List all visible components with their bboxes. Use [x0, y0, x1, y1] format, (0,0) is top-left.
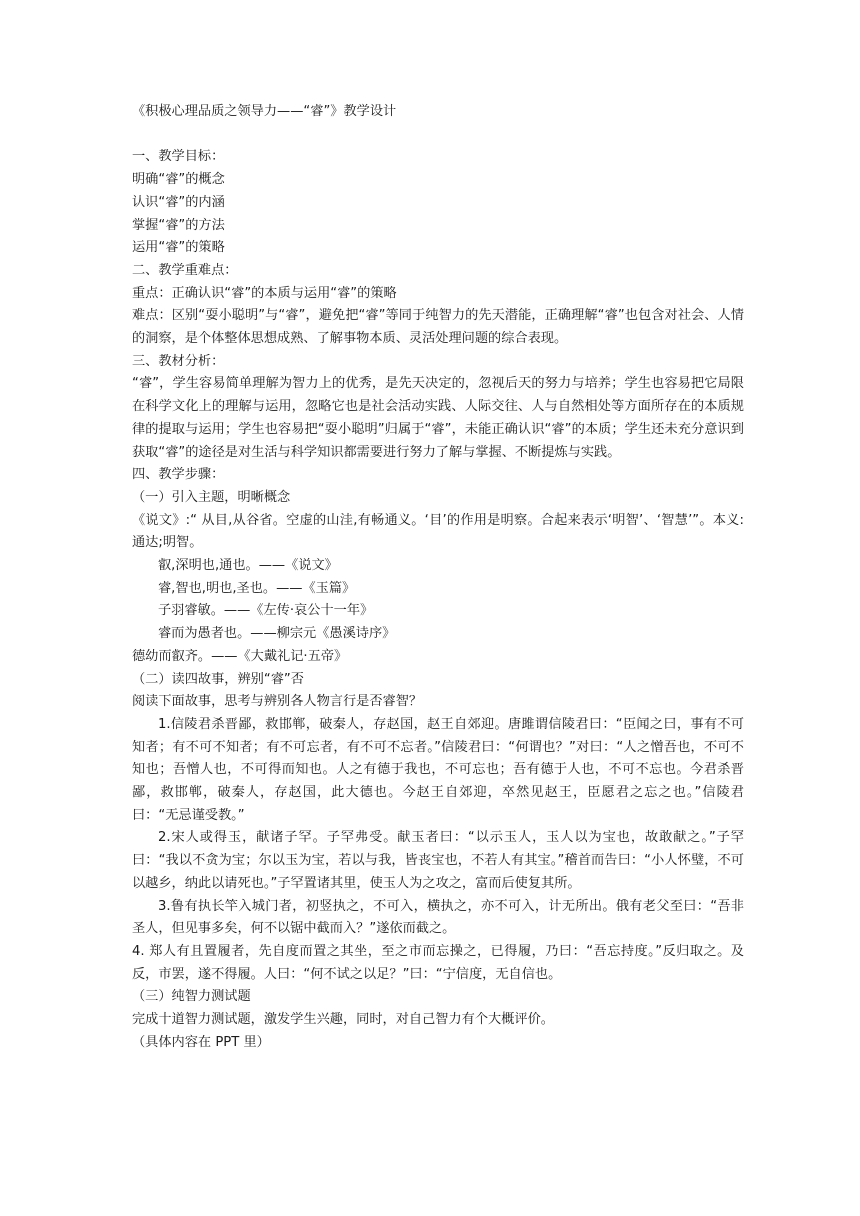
difficult-point-text: 难点：区别“耍小聪明”与“睿”，避免把“睿”等同于纯智力的先天潜能，正确理解“睿”也包含对社会、人情的洞察，是个体整体思想成熟、了解事物本质、灵活处理问题的综合表现。: [132, 308, 744, 347]
blank-line: [132, 124, 744, 147]
analysis-heading: 三、教材分析：: [132, 353, 225, 369]
steps-heading: 四、教学步骤：: [132, 467, 225, 483]
story-paragraph: 4. 郑人有且置履者，先自度而置之其坐，至之市而忘操之，已得履，乃曰：“吾忘持度。”反归取之。及反，市罢，遂不得履。人曰：“何不试之以足？”曰：“宁信度，无自信也。: [132, 944, 744, 982]
objectives-heading: 一、教学目标：: [132, 149, 225, 165]
objective-item: 明确“睿”的概念: [132, 172, 225, 188]
step2-heading: （二）读四故事，辨别“睿”否: [132, 671, 304, 687]
objective-item: 掌握“睿”的方法: [132, 217, 225, 233]
classical-quote: 睿而为愚者也。——柳宗元《愚溪诗序》: [158, 626, 396, 642]
document-title: 《积极心理品质之领导力——“睿”》教学设计: [132, 104, 397, 119]
story-paragraph: 1.信陵君杀晋鄙，救邯郸，破秦人，存赵国，赵王自郊迎。唐雎谓信陵君曰：“臣闻之曰，事有不可知者；有不可不知者；有不可忘者，有不可不忘者。”信陵君曰：“何谓也？”对曰：“人之憎吾也，不可不知也；吾憎人也，不可得而知也。人之有德于我也，不可忘也；吾有德于人也，不可不忘也。今君杀晋鄙，救邯郸，破秦人，存赵国，此大德也。今赵王自郊迎，卒然见赵王，臣愿君之忘之也。”信陵君曰：“无忌谨受教。”: [132, 716, 744, 823]
classical-quote: 德幼而叡齐。——《大戴礼记·五帝》: [132, 648, 348, 664]
document-page: [132, 101, 744, 1055]
analysis-text: “睿”，学生容易简单理解为智力上的优秀，是先天决定的，忽视后天的努力与培养；学生也容易把它局限在科学文化上的理解与运用，忽略它也是社会活动实践、人际交往、人与自然相处等方面所存在的本质规律的提取与运用；学生也容易把“耍小聪明”归属于“睿”，未能正确认识“睿”的本质；学生还未充分意识到获取“睿”的途径是对生活与科学知识都需要进行努力了解与掌握、不断提炼与实践。: [132, 376, 744, 460]
key-point-text: 重点：正确认识“睿”的本质与运用“睿”的策略: [132, 285, 397, 301]
classical-quote: 叡,深明也,通也。——《说文》: [158, 558, 338, 574]
step1-heading: （一）引入主题，明晰概念: [132, 489, 291, 505]
story-paragraph: 2.宋人或得玉，献诸子罕。子罕弗受。献玉者曰：“以示玉人，玉人以为宝也，故敢献之。”子罕曰：“我以不贪为宝；尔以玉为宝，若以与我，皆丧宝也，不若人有其宝。”稽首而告曰：“小人怀璧，不可以越乡，纳此以请死也。”子罕置诸其里，使玉人为之攻之，富而后使复其所。: [132, 830, 744, 891]
classical-quote: 子羽睿敏。——《左传·哀公十一年》: [158, 603, 374, 619]
step3-note: （具体内容在 PPT 里）: [132, 1034, 270, 1050]
step3-text: 完成十道智力测试题，激发学生兴趣，同时，对自己智力有个大概评价。: [132, 1012, 554, 1028]
story-paragraph: 3.鲁有执长竿入城门者，初竖执之，不可入，横执之，亦不可入，计无所出。俄有老父至曰：“吾非圣人，但见事多矣，何不以锯中截而入？”遂依而截之。: [132, 898, 744, 937]
step3-heading: （三）纯智力测试题: [132, 989, 251, 1005]
objective-item: 运用“睿”的策略: [132, 240, 225, 256]
objective-item: 认识“睿”的内涵: [132, 194, 225, 210]
step2-intro: 阅读下面故事，思考与辨别各人物言行是否睿智？: [132, 694, 423, 710]
key-points-heading: 二、教学重难点：: [132, 262, 238, 278]
shuowen-definition: 《说文》:“ 从目,从谷省。空虚的山洼,有畅通义。‘目’的作用是明察。合起来表示‘明智’、‘智慧’”。本义:通达;明智。: [132, 512, 744, 551]
classical-quote: 睿,智也,明也,圣也。——《玉篇》: [158, 580, 356, 596]
